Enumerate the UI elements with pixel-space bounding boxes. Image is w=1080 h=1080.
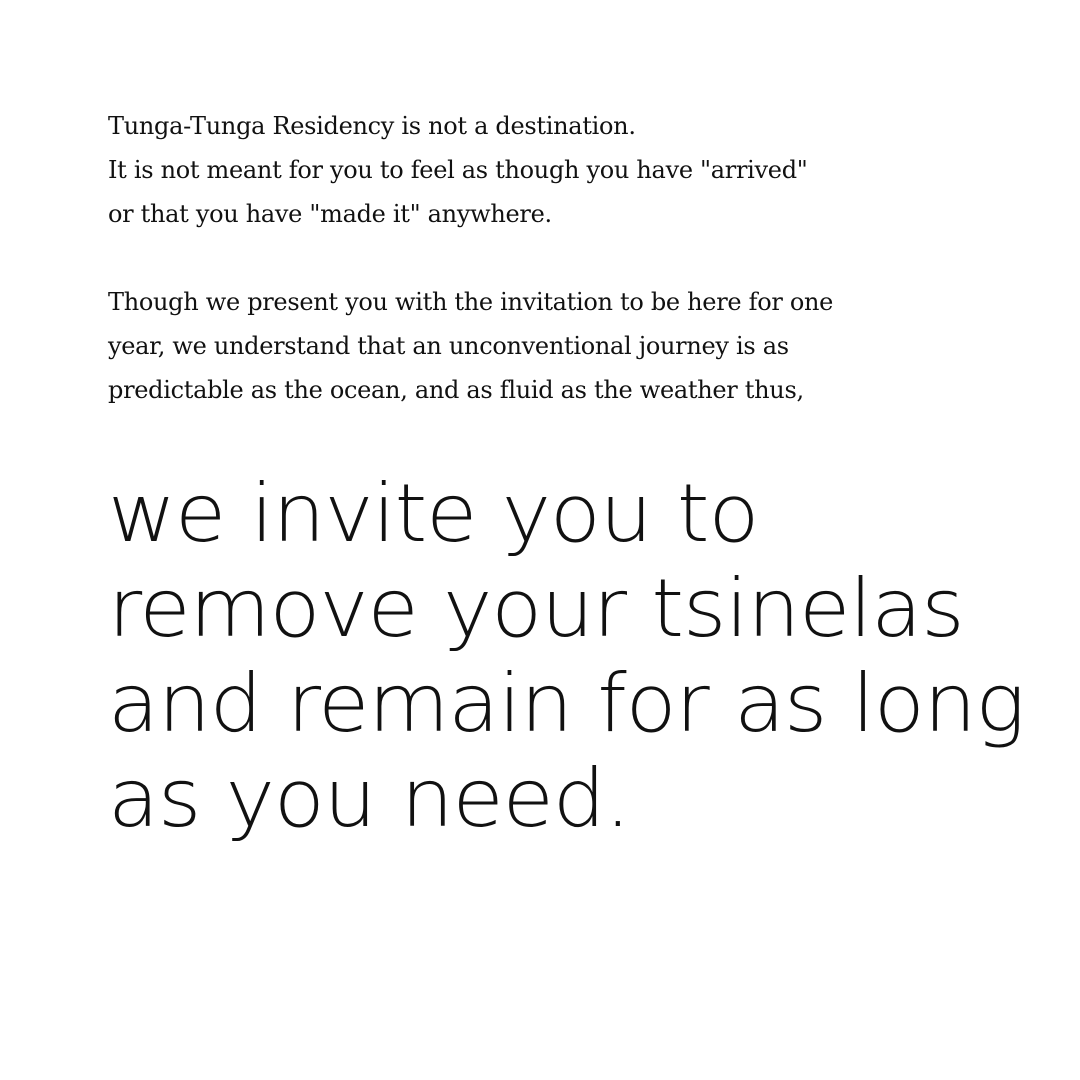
intro-paragraph bbox=[108, 104, 988, 236]
body-line: predictable as the ocean, and as fluid as the weather thus, bbox=[108, 376, 804, 404]
statement-line: as you need. bbox=[108, 752, 630, 845]
body-line: year, we understand that an unconventional journey is as bbox=[108, 332, 789, 360]
body-paragraph bbox=[108, 280, 988, 412]
invitation-statement bbox=[108, 466, 1025, 846]
letter-content bbox=[108, 104, 1025, 846]
statement-line: remove your tsinelas bbox=[108, 562, 964, 655]
intro-line: It is not meant for you to feel as though you have "arrived" bbox=[108, 156, 808, 184]
intro-line: Tunga-Tunga Residency is not a destination. bbox=[108, 112, 636, 140]
body-line: Though we present you with the invitation to be here for one bbox=[108, 288, 834, 316]
statement-line: and remain for as long bbox=[108, 657, 1025, 750]
intro-line: or that you have "made it" anywhere. bbox=[108, 200, 552, 228]
statement-line: we invite you to bbox=[108, 467, 759, 560]
